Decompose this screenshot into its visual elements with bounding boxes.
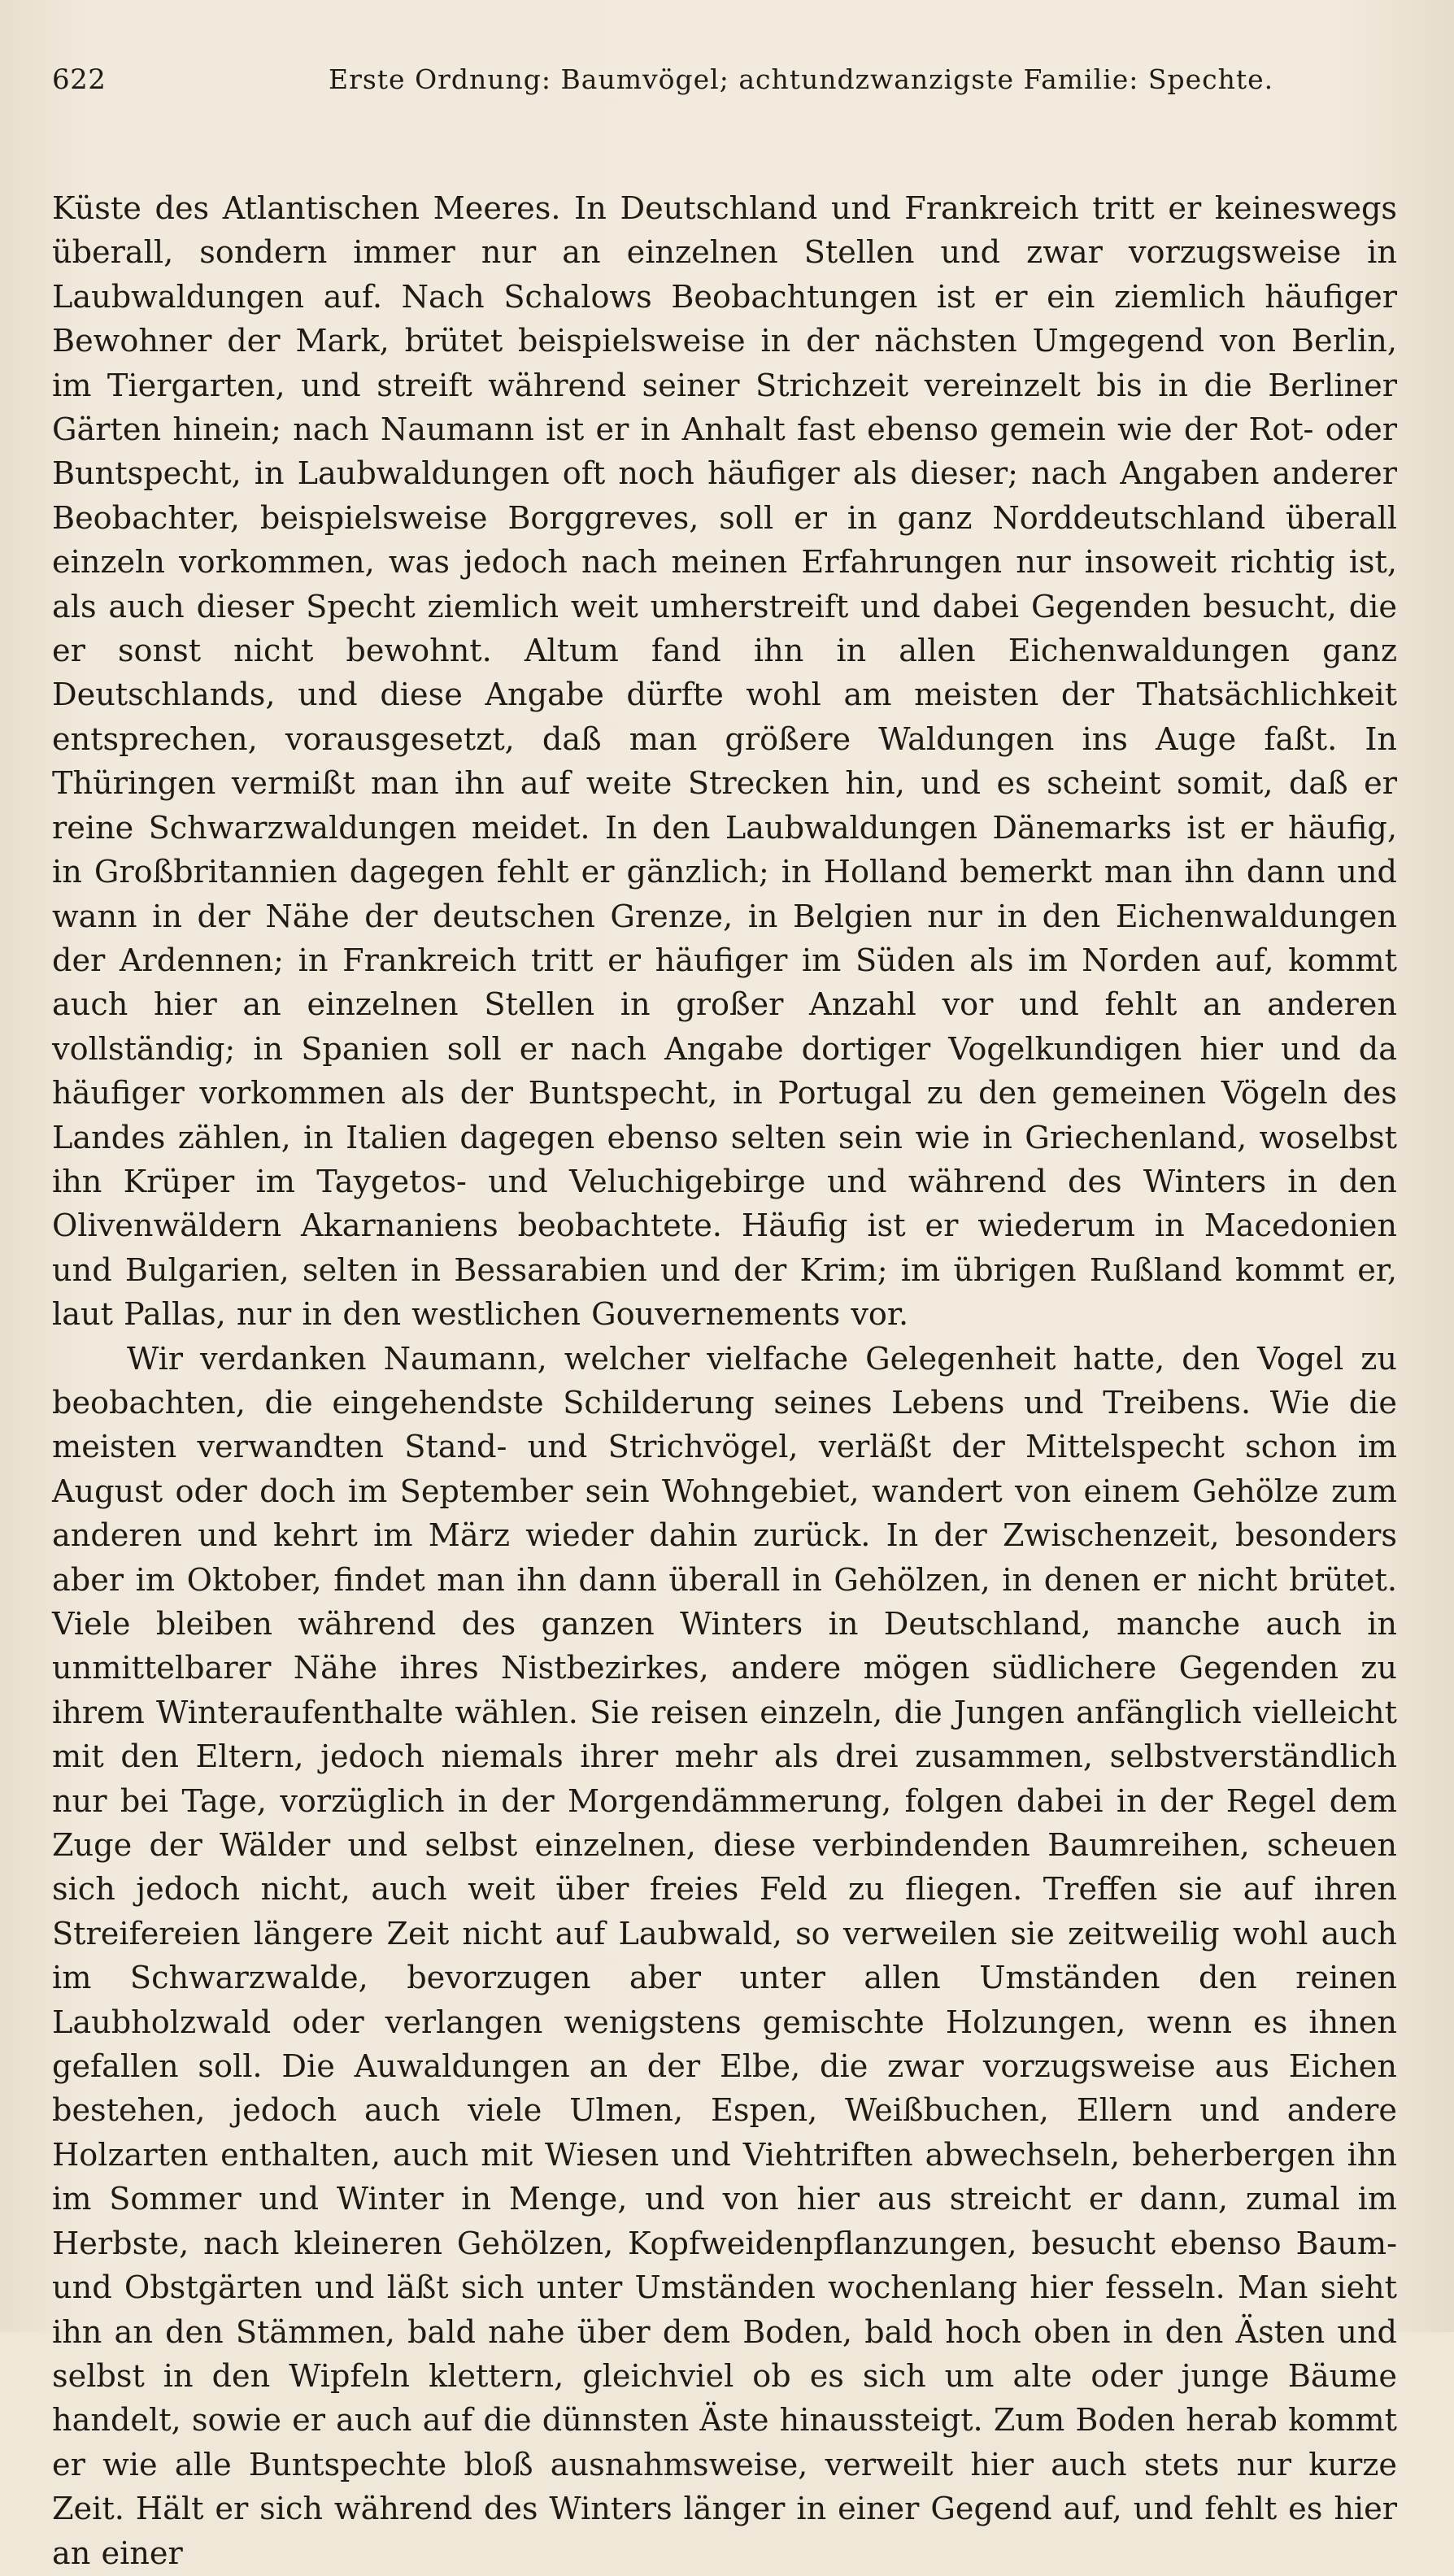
paragraph-naumann: Wir verdanken Naumann, welcher vielfache Gelegenheit hatte, den Vogel zu beobachten, die eingehendste Schilderung seines Lebens und Treibens. Wie die meisten verwandten Stand- und Strichvögel, verläßt der Mittelspecht schon im August oder doch im September sein Wohngebiet, wandert von einem Gehölze zum anderen und kehrt im März wieder dahin zurück. In der Zwischenzeit, besonders aber im Oktober, findet man ihn dann überall in Gehölzen, in denen er nicht brütet. Viele bleiben während des ganzen Winters in Deutschland, manche auch in unmittelbarer Nähe ihres Nistbezirkes, andere mögen südlichere Gegenden zu ihrem Winteraufenthalte wählen. Sie reisen einzeln, die Jungen anfänglich vielleicht mit den Eltern, jedoch niemals ihrer mehr als drei zusammen, selbstverständlich nur bei Tage, vorzüglich in der Morgendämmerung, folgen dabei in der Regel dem Zuge der Wälder und selbst einzelnen, diese verbindenden Baumreihen, scheuen sich jedoch nicht, auch weit über freies Feld zu fliegen. Treffen sie auf ihren Streifereien längere Zeit nicht auf Laubwald, so verweilen sie zeitweilig wohl auch im Schwarzwalde, bevorzugen aber unter allen Umständen den reinen Laubholzwald oder verlangen wenigstens gemischte Holzungen, wenn es ihnen gefallen soll. Die Auwaldungen an der Elbe, die zwar vorzugsweise aus Eichen bestehen, jedoch auch viele Ulmen, Espen, Weißbuchen, Ellern und andere Holzarten enthalten, auch mit Wiesen und Viehtriften abwechseln, beherbergen ihn im Sommer und Winter in Menge, und von hier aus streicht er dann, zumal im Herbste, nach kleineren Gehölzen, Kopfweidenpflanzungen, besucht ebenso Baum- und Obstgärten und läßt sich unter Umständen wochenlang hier fesseln. Man sieht ihn an den Stämmen, bald nahe über dem Boden, bald hoch oben in den Ästen und selbst in den Wipfeln klettern, gleichviel ob es sich um alte oder junge Bäume handelt, sowie er auch auf die dünnsten Äste hinaussteigt. Zum Boden herab kommt er wie alle Buntspechte bloß ausnahmsweise, verweilt hier auch stets nur kurze Zeit. Hält er sich während des Winters länger in einer Gegend auf, und fehlt es hier an einer — [52, 1341, 1397, 2572]
running-head — [52, 63, 1397, 120]
paragraph-continued: Küste des Atlantischen Meeres. In Deutschland und Frankreich tritt er keineswegs überall, sondern immer nur an einzelnen Stellen und zwar vorzugsweise in Laubwaldungen auf. Nach Schalows Beobachtungen ist er ein ziemlich häufiger Bewohner der Mark, brütet beispielsweise in der nächsten Umgegend von Berlin, im Tiergarten, und streift während seiner Strichzeit vereinzelt bis in die Berliner Gärten hinein; nach Naumann ist er in Anhalt fast ebenso gemein wie der Rot- oder Buntspecht, in Laubwaldungen oft noch häufiger als dieser; nach Angaben anderer Beobachter, beispielsweise Borggreves, soll er in ganz Norddeutschland überall einzeln vorkommen, was jedoch nach meinen Erfahrungen nur insoweit richtig ist, als auch dieser Specht ziemlich weit umherstreift und dabei Gegenden besucht, die er sonst nicht bewohnt. Altum fand ihn in allen Eichenwaldungen ganz Deutschlands, und diese Angabe dürfte wohl am meisten der Thatsächlichkeit entsprechen, vorausgesetzt, daß man größere Waldungen ins Auge faßt. In Thüringen vermißt man ihn auf weite Strecken hin, und es scheint somit, daß er reine Schwarzwaldungen meidet. In den Laubwaldungen Dänemarks ist er häufig, in Großbritannien dagegen fehlt er gänzlich; in Holland bemerkt man ihn dann und wann in der Nähe der deutschen Grenze, in Belgien nur in den Eichenwaldungen der Ardennen; in Frankreich tritt er häufiger im Süden als im Norden auf, kommt auch hier an einzelnen Stellen in großer Anzahl vor und fehlt an anderen vollständig; in Spanien soll er nach Angabe dortiger Vogelkundigen hier und da häufiger vorkommen als der Buntspecht, in Portugal zu den gemeinen Vögeln des Landes zählen, in Italien dagegen ebenso selten sein wie in Griechenland, woselbst ihn Krüper im Taygetos- und Veluchigebirge und während des Winters in den Olivenwäldern Akarnaniens beobachtete. Häufig ist er wiederum in Macedonien und Bulgarien, selten in Bessarabien und der Krim; im übrigen Rußland kommt er, laut Pallas, nur in den westlichen Gouvernements vor. — [52, 191, 1397, 1334]
body-text — [52, 187, 1397, 2576]
running-head-title: Erste Ordnung: Baumvögel; achtundzwanzigste Familie: Spechte. — [329, 63, 1274, 95]
page-number: 622 — [52, 63, 107, 96]
